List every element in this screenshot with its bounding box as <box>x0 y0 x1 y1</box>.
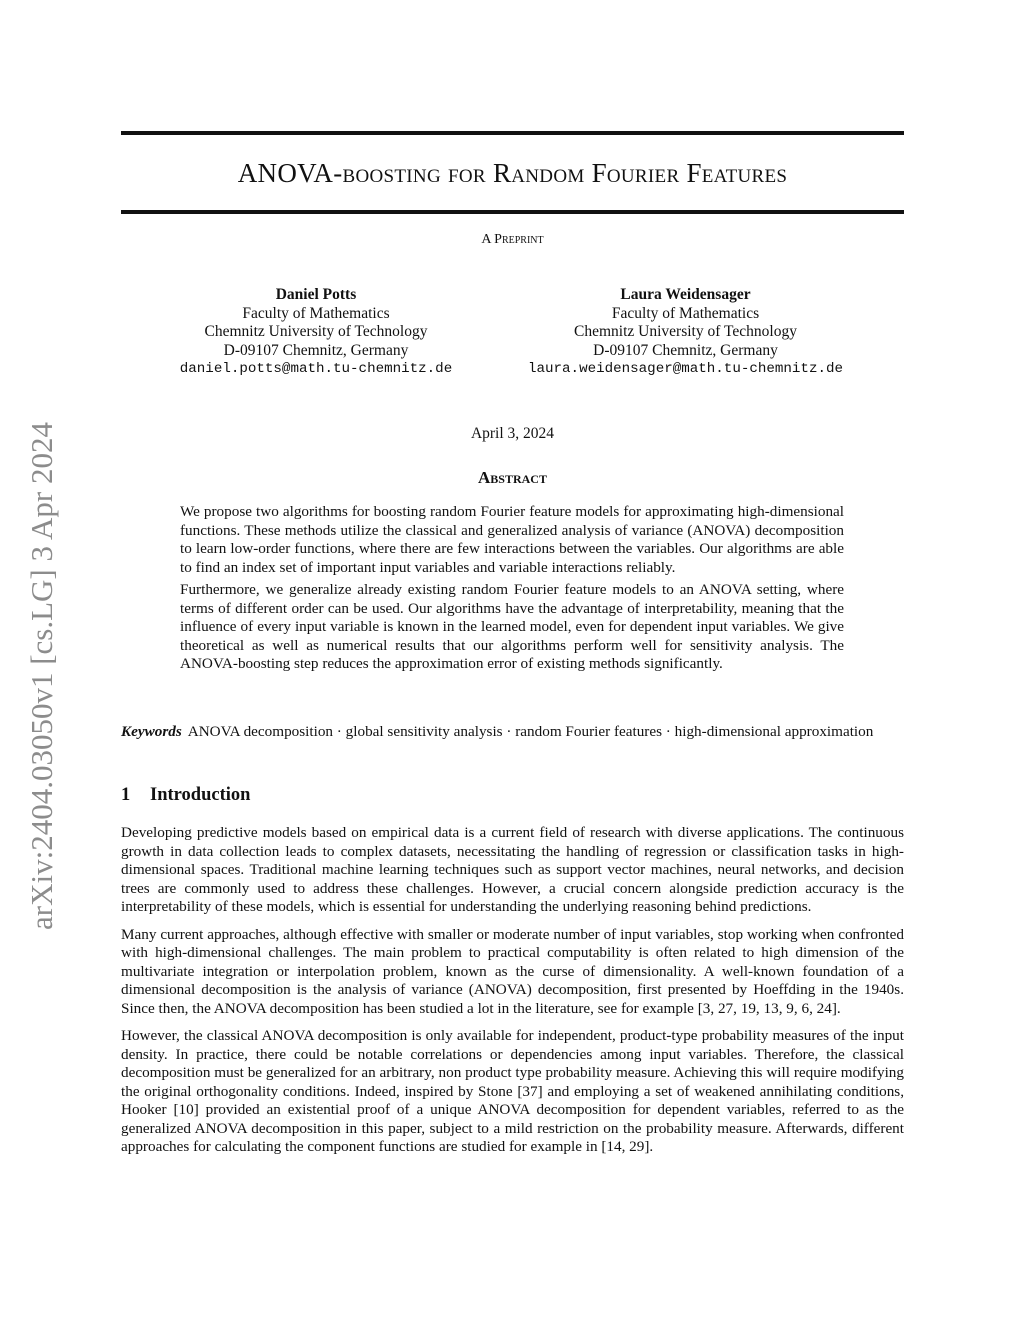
author-name: Laura Weidensager <box>620 286 751 303</box>
abstract-heading: Abstract <box>478 468 547 487</box>
author-name: Daniel Potts <box>275 286 357 303</box>
author-block-weidensager <box>518 286 853 379</box>
author-faculty: Faculty of Mathematics <box>242 304 390 322</box>
body-paragraph: Developing predictive models based on empirical data is a current field of research with diverse applications. The continuous growth in data collection leads to complex datasets, necessitating the handling of regression or classification tasks in high-dimensional spaces. Traditional machine learning techniques such as support vector machines, neural networks, and decision trees are commonly used to address these challenges. However, a crucial concern alongside prediction accuracy is the interpretability of these models, which is essential for understanding the underlying reasoning behind predictions. <box>121 824 904 915</box>
introduction-body <box>121 824 904 1166</box>
author-faculty: Faculty of Mathematics <box>611 304 760 322</box>
section-title: Introduction <box>150 785 251 805</box>
author-address: D-09107 Chemnitz, Germany <box>593 341 778 359</box>
section-number: 1 <box>121 785 131 805</box>
preprint-label: A Preprint <box>481 232 544 247</box>
abstract-paragraph: Furthermore, we generalize already existing random Fourier feature models to an ANOVA setting, where terms of different order can be used. Our algorithms have the advantage of interpretability, meaning that the influence of every input variable is known in the learned model, even for dependent input variables. We give theoretical as well as numerical results that our algorithms perform well for sensitivity analysis. The ANOVA-boosting step reduces the approximation error of existing methods significantly. <box>180 581 844 672</box>
title-rule-top <box>121 131 904 135</box>
author-address: D-09107 Chemnitz, Germany <box>223 341 409 359</box>
body-paragraph: Many current approaches, although effective with smaller or moderate number of input variables, stop working when confronted with high-dimensional challenges. The main problem to practical computability is often related to high dimension of the multivariate integration or interpolation problem, known as the curse of dimensionality. A well-known foundation of a dimensional decomposition is the analysis of variance (ANOVA) decomposition, first presented by Hoeffding in the 1940s. Since then, the ANOVA decomposition has been studied a lot in the literature, see for example [3, 27, 19, 13, 9, 6, 24]. <box>121 925 904 1017</box>
keywords-text: ANOVA decomposition · global sensitivity analysis · random Fourier features · high-dimensional approximation <box>187 723 874 740</box>
section-heading-introduction <box>121 785 250 806</box>
keywords-line <box>121 723 904 742</box>
arxiv-identifier-stamp: arXiv:2404.03050v1 [cs.LG] 3 Apr 2024 <box>24 422 59 930</box>
paper-title: ANOVA-boosting for Random Fourier Features <box>237 158 788 188</box>
abstract-body <box>180 503 844 678</box>
title-rule-bottom <box>121 210 904 214</box>
paper-date: April 3, 2024 <box>470 425 555 442</box>
author-university: Chemnitz University of Technology <box>574 323 797 341</box>
author-email-link[interactable]: daniel.potts@math.tu-chemnitz.de <box>179 361 453 378</box>
keywords-label: Keywords <box>121 723 182 740</box>
body-paragraph: However, the classical ANOVA decomposition is only available for independent, product-type probability measures of the input density. In practice, there could be notable correlations or dependencies among input variables. Therefore, the classical decomposition must be generalized for an arbitrary, non product type probability measure. Achieving this will require modifying the original orthogonality conditions. Indeed, inspired by Stone [37] and employing a set of weakened annihilating conditions, Hooker [10] provided an existential proof of a unique ANOVA decomposition for dependent variables, referred to as the generalized ANOVA decomposition in this paper, subject to a mild restriction on the probability measure. Afterwards, different approaches for calculating the component functions are studied for example in [14, 29]. <box>121 1027 904 1155</box>
author-university: Chemnitz University of Technology <box>204 323 428 341</box>
abstract-paragraph: We propose two algorithms for boosting random Fourier feature models for approximating high-dimensional functions. These methods utilize the classical and generalized analysis of variance (ANOVA) decomposition to learn low-order functions, where there are few interactions between the variables. Our algorithms are able to find an index set of important input variables and variable interactions reliably. <box>180 503 844 576</box>
author-email-link[interactable]: laura.weidensager@math.tu-chemnitz.de <box>527 361 843 378</box>
author-block-potts <box>166 286 466 379</box>
